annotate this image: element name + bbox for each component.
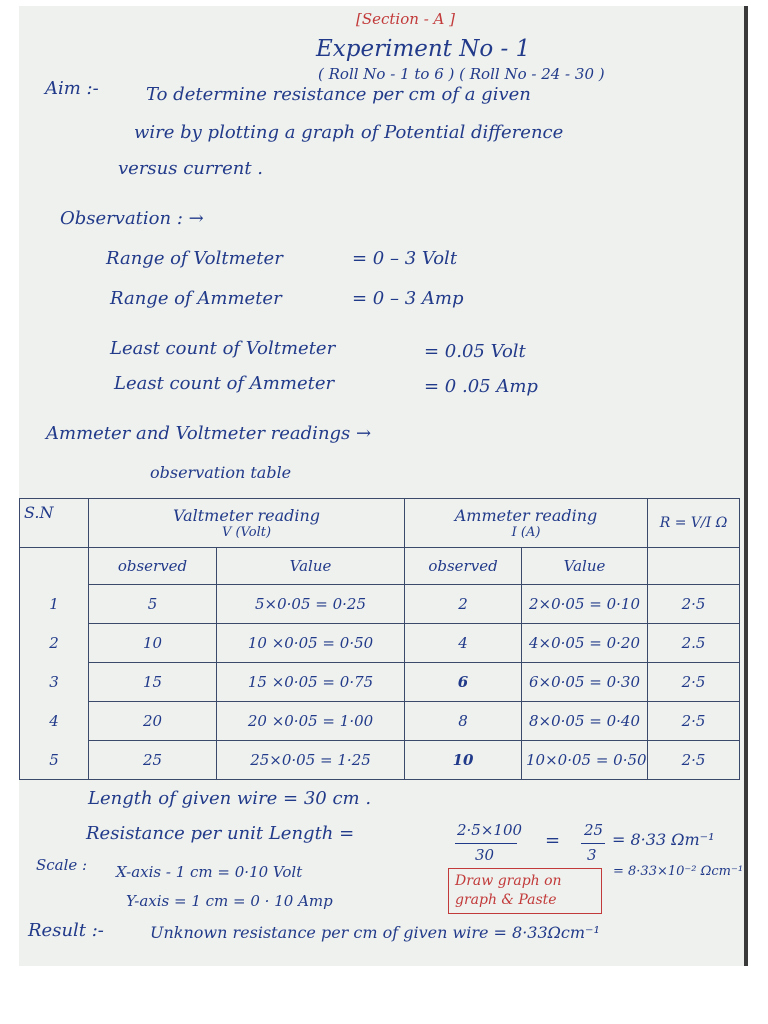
table-row [20,741,740,780]
observation-heading: Observation : → [60,208,204,229]
scale-label: Scale : [36,856,88,874]
row-sn: 3 [20,663,89,702]
fraction-1-bar [455,843,517,844]
col-header-ammeter [405,499,648,548]
range-ammeter-value: = 0 – 3 Amp [352,288,464,309]
row-sn: 1 [20,585,89,624]
row-i-value: 8×0·05 = 0·40 [522,702,648,741]
least-count-ammeter-value: = 0 .05 Amp [424,376,538,397]
result-per-cm: = 8·33×10⁻² Ωcm⁻¹ [613,864,744,879]
scale-y-axis: Y-axis = 1 cm = 0 · 10 Amp [126,892,333,910]
notebook-page [19,6,748,966]
result-text: Unknown resistance per cm of given wire = 8·33Ωcm⁻¹ [150,923,600,942]
row-resistance: 2.5 [648,624,740,663]
row-v-value: 15 ×0·05 = 0·75 [217,663,405,702]
row-v-observed: 5 [89,585,217,624]
aim-line-2: wire by plotting a graph of Potential difference [134,122,564,143]
section-label: [Section - A ] [356,10,455,28]
row-resistance: 2·5 [648,585,740,624]
row-i-observed: 8 [405,702,522,741]
roll-numbers: ( Roll No - 1 to 6 ) ( Roll No - 24 - 30 ) [318,65,605,83]
graph-note-line-2: graph & Paste [455,892,557,908]
table-row [20,663,740,702]
graph-note-box [448,868,602,914]
aim-label: Aim :- [45,78,99,99]
sub-header-v-value: Value [217,548,405,585]
graph-note-line-1: Draw graph on [455,873,562,889]
sub-header-v-observed: observed [89,548,217,585]
row-v-observed: 25 [89,741,217,780]
row-v-observed: 15 [89,663,217,702]
equals-sign: = [545,830,561,851]
row-i-observed: 4 [405,624,522,663]
row-i-value: 2×0·05 = 0·10 [522,585,648,624]
sub-header-i-observed: observed [405,548,522,585]
result-per-metre: = 8·33 Ωm⁻¹ [612,830,715,849]
readings-heading: Ammeter and Voltmeter readings → [46,423,372,444]
row-i-value: 10×0·05 = 0·50 [522,741,648,780]
fraction-2-numerator: 25 [584,821,604,839]
table-title: observation table [150,463,292,482]
col-header-sno: S.N [20,499,89,548]
fraction-1-numerator: 2·5×100 [457,821,523,839]
col-header-ammeter-title: Ammeter reading [454,506,598,525]
row-i-observed: 2 [405,585,522,624]
row-v-observed: 20 [89,702,217,741]
row-i-observed: 6 [405,663,522,702]
fraction-2-bar [581,843,605,844]
table-row [20,702,740,741]
range-voltmeter-label: Range of Voltmeter [106,248,283,269]
table-row [20,585,740,624]
row-resistance: 2·5 [648,702,740,741]
row-v-value: 20 ×0·05 = 1·00 [217,702,405,741]
aim-line-1: To determine resistance per cm of a given [146,84,531,105]
row-i-observed: 10 [405,741,522,780]
scale-x-axis: X-axis - 1 cm = 0·10 Volt [116,863,303,881]
experiment-title: Experiment No - 1 [316,36,531,62]
col-header-ammeter-unit: I (A) [511,525,541,540]
row-i-value: 4×0·05 = 0·20 [522,624,648,663]
row-v-value: 5×0·05 = 0·25 [217,585,405,624]
least-count-voltmeter-value: = 0.05 Volt [424,341,526,362]
row-sn: 2 [20,624,89,663]
row-v-observed: 10 [89,624,217,663]
least-count-ammeter-label: Least count of Ammeter [114,373,335,394]
observation-table [19,498,740,780]
col-header-voltmeter-unit: V (Volt) [221,525,272,540]
range-ammeter-label: Range of Ammeter [110,288,282,309]
row-sn: 5 [20,741,89,780]
col-header-resistance: R = V/I Ω [648,499,740,548]
col-header-voltmeter [89,499,405,548]
fraction-2-denominator: 3 [587,846,597,864]
range-voltmeter-value: = 0 – 3 Volt [352,248,458,269]
least-count-voltmeter-label: Least count of Voltmeter [110,338,336,359]
result-label: Result :- [28,920,104,941]
row-resistance: 2·5 [648,663,740,702]
aim-line-3: versus current . [118,158,264,179]
row-v-value: 10 ×0·05 = 0·50 [217,624,405,663]
resistance-per-length-label: Resistance per unit Length = [86,823,355,844]
sub-header-r-blank [648,548,740,585]
fraction-1-denominator: 30 [475,846,495,864]
col-header-voltmeter-title: Valtmeter reading [173,506,321,525]
row-i-value: 6×0·05 = 0·30 [522,663,648,702]
length-of-wire: Length of given wire = 30 cm . [88,788,372,809]
row-sn: 4 [20,702,89,741]
sub-header-blank [20,548,89,585]
row-v-value: 25×0·05 = 1·25 [217,741,405,780]
table-row [20,624,740,663]
row-resistance: 2·5 [648,741,740,780]
sub-header-i-value: Value [522,548,648,585]
